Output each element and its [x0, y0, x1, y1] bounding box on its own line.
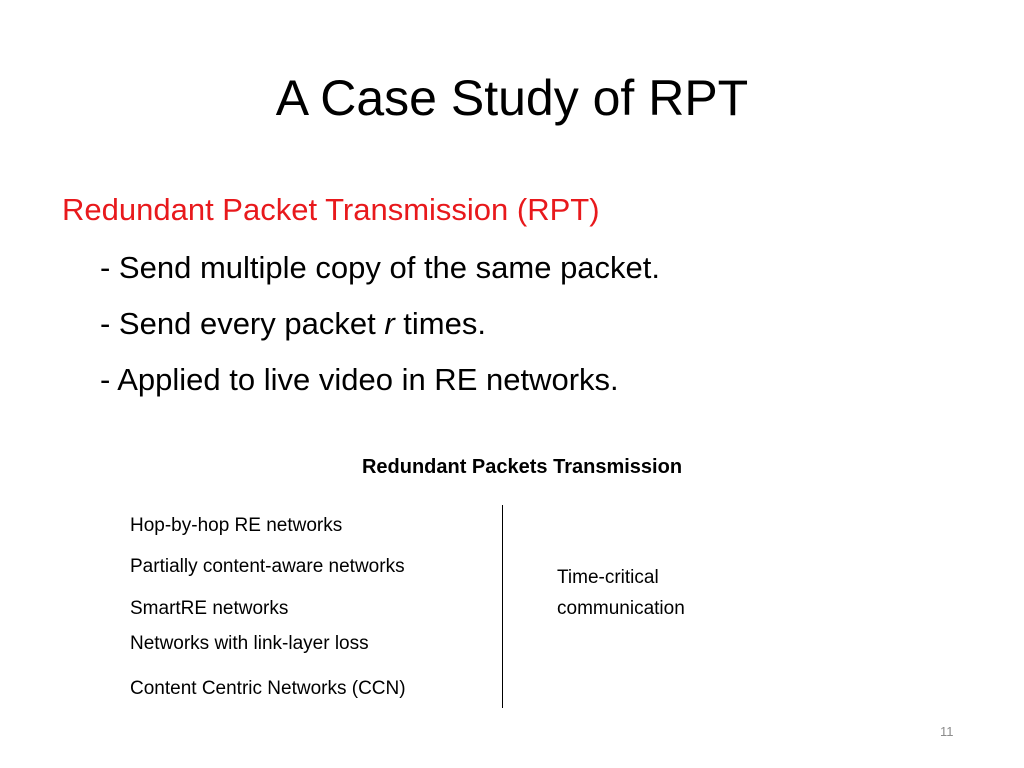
- network-item: Content Centric Networks (CCN): [130, 678, 406, 699]
- page-number: 11: [940, 724, 954, 739]
- section-heading: Redundant Packet Transmission (RPT): [62, 192, 600, 227]
- diagram-divider: [502, 505, 503, 708]
- bullet-text-start: - Send every packet: [100, 306, 385, 341]
- network-item: Partially content-aware networks: [130, 556, 405, 577]
- variable-r: r: [384, 306, 395, 341]
- slide-title: A Case Study of RPT: [275, 70, 749, 126]
- bullet-send-every-packet: [100, 303, 486, 345]
- network-item: Networks with link-layer loss: [130, 633, 369, 654]
- diagram-title: Redundant Packets Transmission: [361, 456, 683, 478]
- network-item: Hop-by-hop RE networks: [130, 515, 343, 536]
- application-label: Time-critical communication: [557, 567, 685, 619]
- bullet-send-multiple-copy: - Send multiple copy of the same packet.: [100, 250, 661, 285]
- network-item: SmartRE networks: [130, 598, 289, 619]
- bullet-applied-to-live-video: - Applied to live video in RE networks.: [100, 362, 619, 397]
- bullet-text-end: times.: [394, 306, 486, 341]
